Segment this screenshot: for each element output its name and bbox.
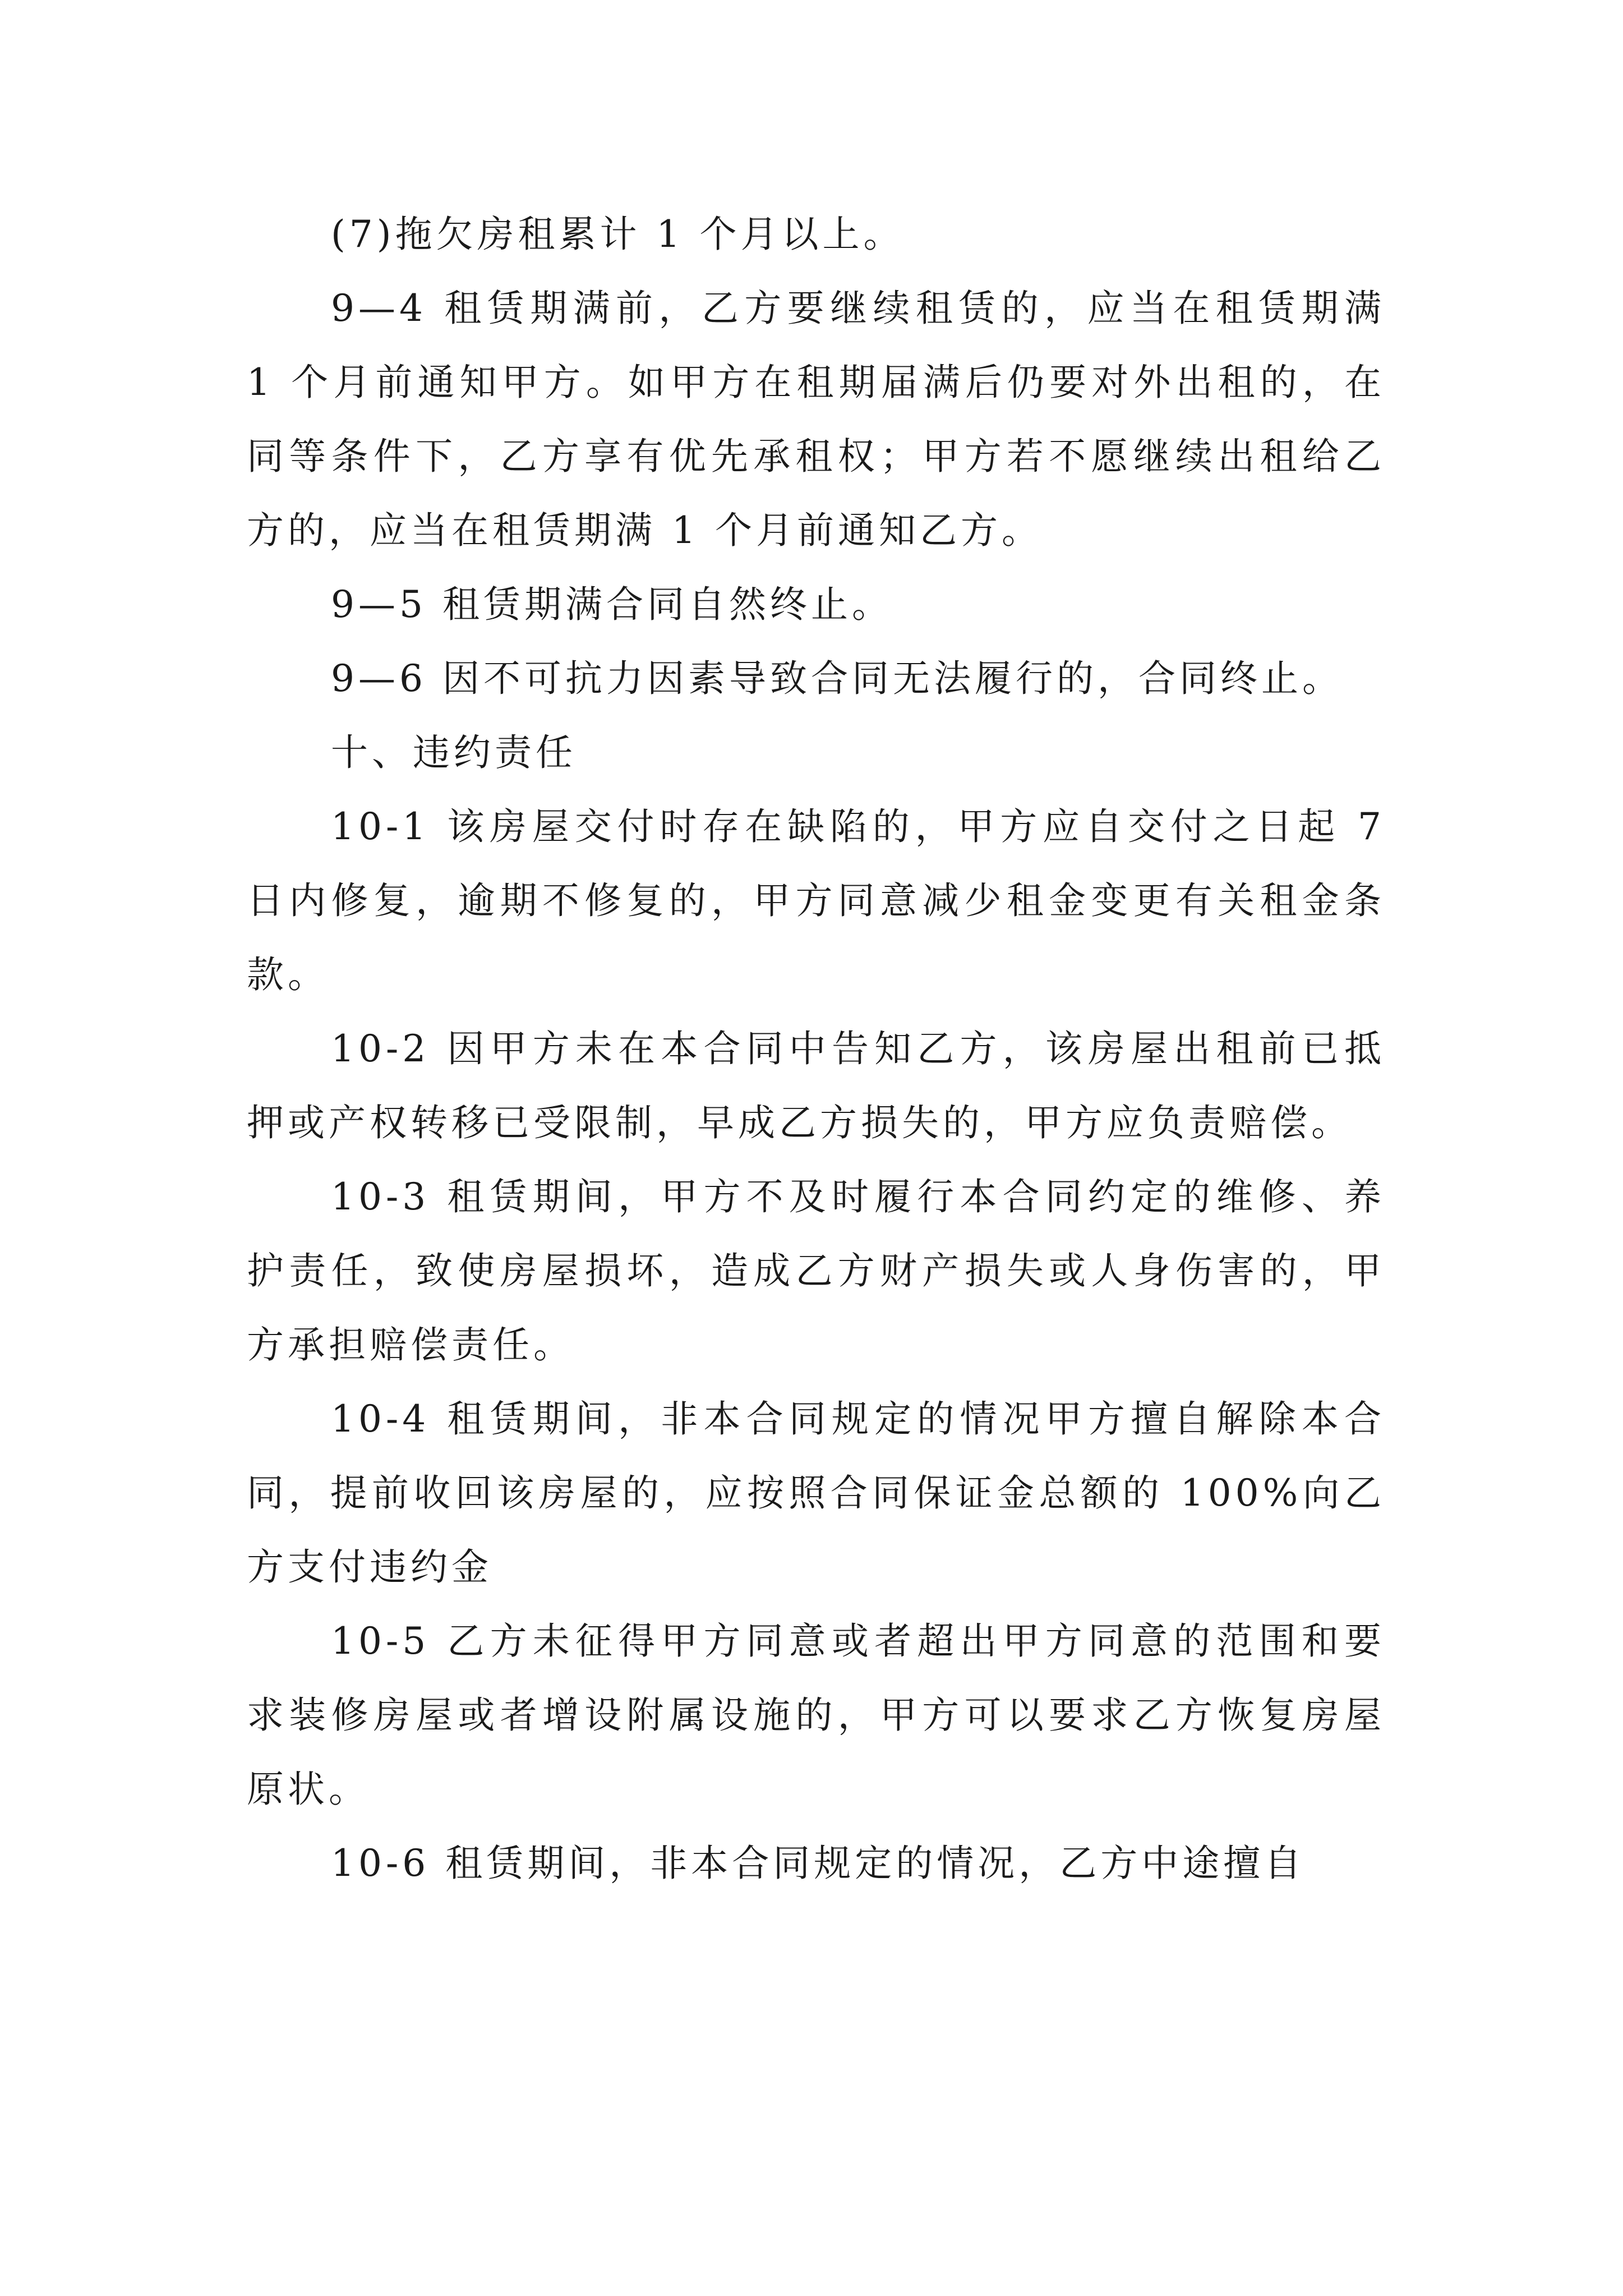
paragraph-9-6: 9—6 因不可抗力因素导致合同无法履行的，合同终止。 — [331, 657, 1343, 700]
paragraph-10-4: 10-4 租赁期间，非本合同规定的情况甲方擅自解除本合同，提前收回该房屋的，应按照合同保证金总额的 100%向乙方支付违约金 — [247, 1397, 1385, 1589]
paragraph-9-4: 9—4 租赁期满前，乙方要继续租赁的，应当在租赁期满 1 个月前通知甲方。如甲方在租期届满后仍要对外出租的，在同等条件下，乙方享有优先承租权；甲方若不愿继续出租给乙方的，应当在租赁期满 1 个月前通知乙方。 — [247, 287, 1385, 552]
paragraph-10-6: 10-6 租赁期间，非本合同规定的情况，乙方中途擅自 — [331, 1842, 1306, 1885]
document-body — [247, 197, 1385, 1901]
paragraph-10-2: 10-2 因甲方未在本合同中告知乙方，该房屋出租前已抵押或产权转移已受限制，早成乙方损失的，甲方应负责赔偿。 — [247, 1027, 1385, 1144]
paragraph-10-3: 10-3 租赁期间，甲方不及时履行本合同约定的维修、养护责任，致使房屋损坏，造成乙方财产损失或人身伤害的，甲方承担赔偿责任。 — [247, 1175, 1385, 1366]
paragraph-9-3-item-7: (7)拖欠房租累计 1 个月以上。 — [331, 213, 905, 256]
paragraph-10-1: 10-1 该房屋交付时存在缺陷的，甲方应自交付之日起 7 日内修复，逾期不修复的，甲方同意减少租金变更有关租金条款。 — [247, 805, 1385, 996]
section-heading-breach-liability: 十、违约责任 — [331, 731, 577, 774]
paragraph-10-5: 10-5 乙方未征得甲方同意或者超出甲方同意的范围和要求装修房屋或者增设附属设施的，甲方可以要求乙方恢复房屋原状。 — [247, 1619, 1385, 1811]
paragraph-9-5: 9—5 租赁期满合同自然终止。 — [331, 583, 893, 626]
